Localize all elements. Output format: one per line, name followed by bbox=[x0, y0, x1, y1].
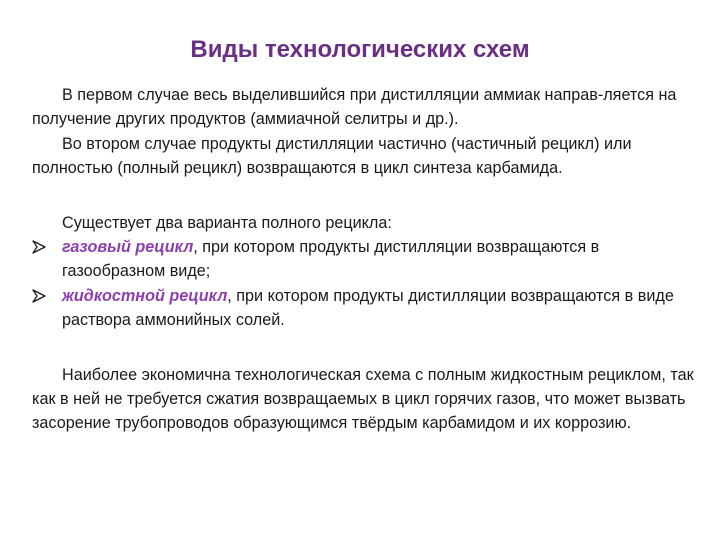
paragraph-3: Существует два варианта полного рецикла: bbox=[62, 213, 392, 232]
spacer bbox=[32, 333, 696, 363]
list-item bbox=[32, 235, 696, 284]
slide-body bbox=[32, 83, 696, 436]
arrow-bullet-icon bbox=[32, 235, 52, 254]
arrow-bullet-icon bbox=[32, 284, 52, 303]
paragraph-4: Наиболее экономична технологическая схема с полным жидкостным рециклом, так как в ней не требуется сжатия возвращаемых в цикл горячих газов, что может вызвать засорение трубопроводов образующимся твёрдым карбамидом и их коррозию. bbox=[32, 365, 694, 433]
paragraph-2: Во втором случае продукты дистилляции частично (частичный рецикл) или полностью (полный рецикл) возвращаются в цикл синтеза карбамида. bbox=[32, 134, 632, 178]
list-item bbox=[32, 284, 696, 333]
bullet-term: газовый рецикл bbox=[62, 238, 194, 257]
spacer bbox=[32, 181, 696, 211]
bullet-text: , при котором продукты дистилляции возвращаются в газообразном виде; bbox=[62, 238, 600, 281]
page-title: Виды технологических схем bbox=[190, 36, 530, 63]
bullet-text: , при котором продукты дистилляции возвращаются в виде раствора аммонийных солей. bbox=[62, 286, 674, 330]
bullet-term: жидкостной рецикл bbox=[62, 286, 228, 305]
paragraph-1: В первом случае весь выделившийся при дистилляции аммиак направ-ляется на получение других продуктов (аммиачной селитры и др.). bbox=[32, 86, 677, 129]
